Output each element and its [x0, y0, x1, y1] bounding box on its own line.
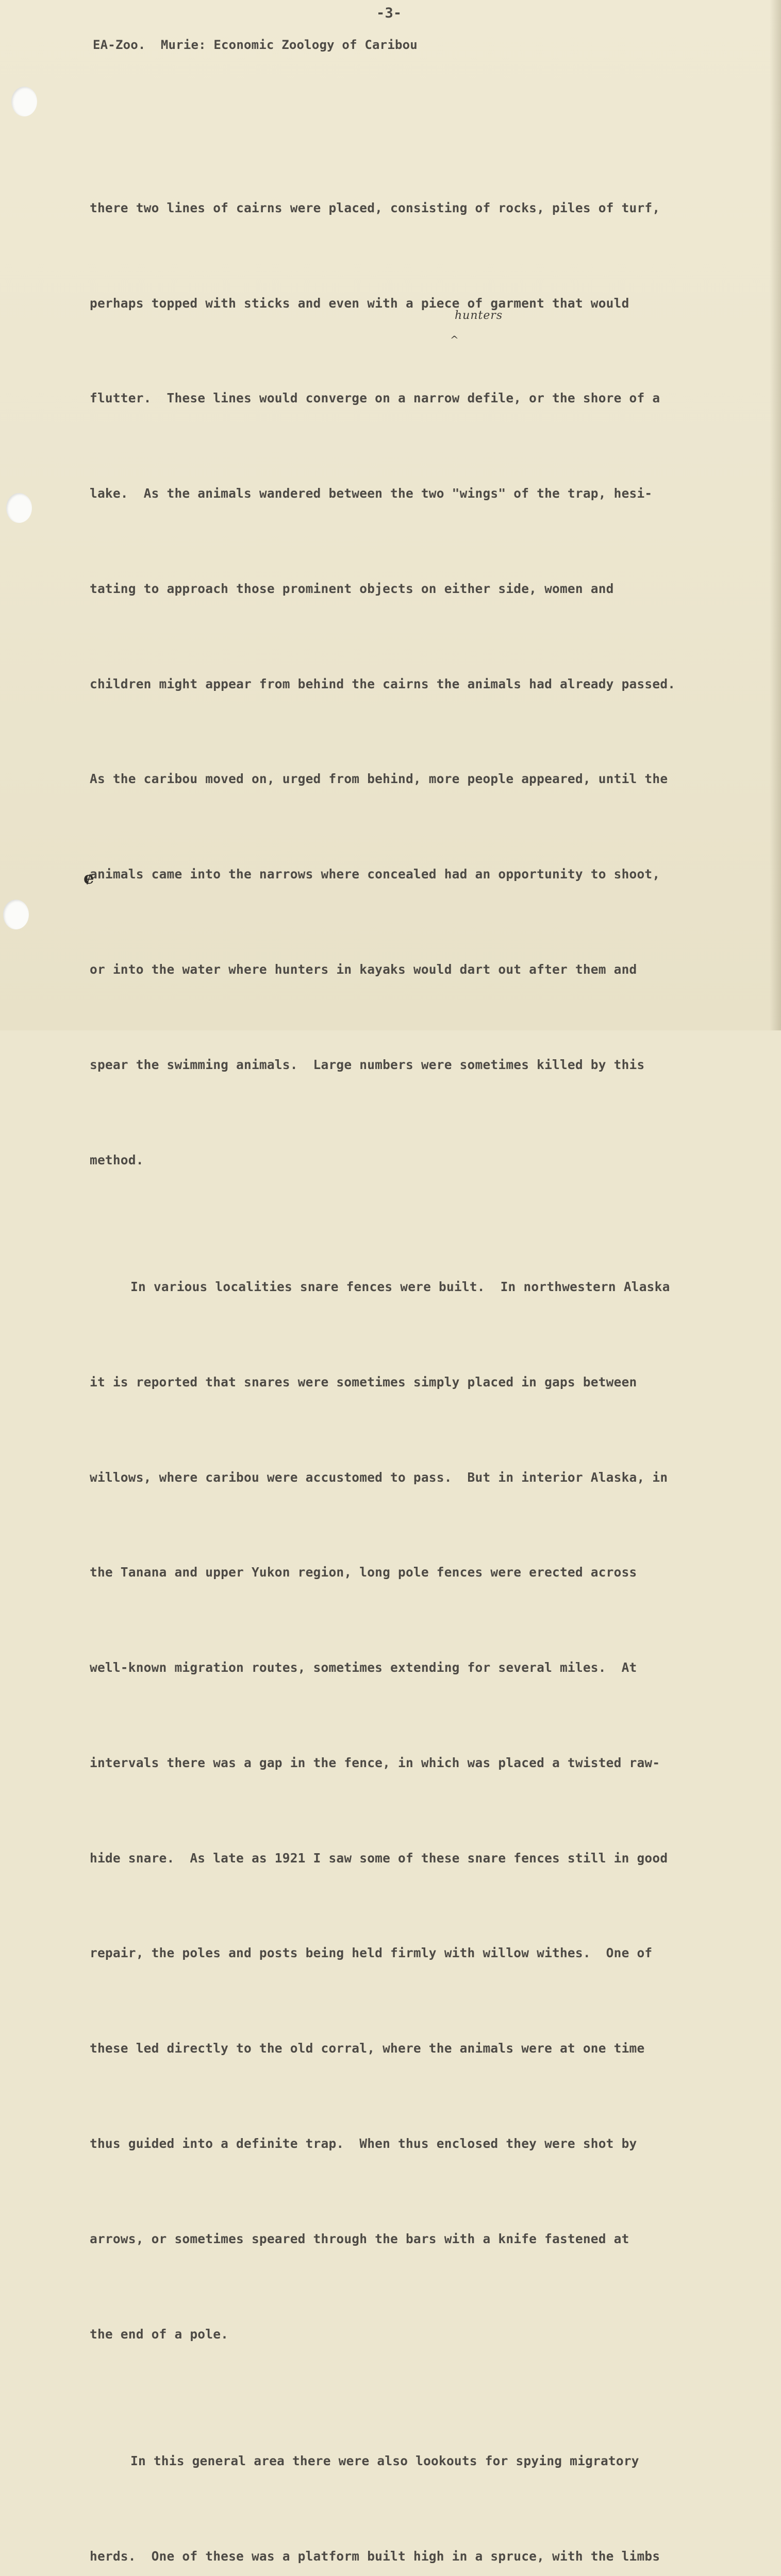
text-line: hide snare. As late as 1921 I saw some of these snare fences still in good: [90, 1850, 668, 1866]
text-line: perhaps topped with sticks and even with a piece of garment that would: [90, 295, 629, 311]
text-line: lake. As the animals wandered between the two "wings" of the trap, hesi-: [90, 486, 653, 501]
text-line: children might appear from behind the cairns the animals had already passed.: [90, 676, 676, 691]
text-line: method.: [90, 1152, 144, 1167]
text-line: repair, the poles and posts being held firmly with willow withes. One of: [90, 1945, 653, 1961]
page-number: -3-: [376, 5, 402, 21]
punch-hole-top: [11, 87, 37, 116]
running-head: EA-Zoo. Murie: Economic Zoology of Caribou: [93, 38, 418, 52]
text-line: it is reported that snares were sometimes simply placed in gaps between: [90, 1374, 637, 1389]
margin-correction-mark: ɇ: [84, 868, 94, 888]
text-line: flutter. These lines would converge on a narrow defile, or the shore of a: [90, 391, 660, 406]
text-line: well-known migration routes, sometimes extending for several miles. At: [90, 1660, 637, 1675]
text-line: In various localities snare fences were built. In northwestern Alaska: [130, 1279, 670, 1294]
text-line: intervals there was a gap in the fence, in which was placed a twisted raw-: [90, 1755, 660, 1770]
text-line: willows, where caribou were accustomed to pass. But in interior Alaska, in: [90, 1469, 668, 1485]
text-line: these led directly to the old corral, where the animals were at one time: [90, 2041, 645, 2056]
text-line: As the caribou moved on, urged from behind, more people appeared, until the: [90, 771, 668, 787]
body-text: [90, 97, 693, 2576]
punch-hole-bottom: [3, 900, 29, 929]
text-line: there two lines of cairns were placed, consisting of rocks, piles of turf,: [90, 200, 660, 215]
text-line: or into the water where hunters in kayaks would dart out after them and: [90, 962, 637, 977]
text-line: the end of a pole.: [90, 2326, 229, 2342]
handwritten-insertion: hunters: [455, 309, 503, 322]
text-line: animals came into the narrows where concealed had an opportunity to shoot,: [90, 867, 660, 882]
text-line: herds. One of these was a platform built high in a spruce, with the limbs: [90, 2548, 660, 2564]
punch-hole-middle: [6, 493, 32, 523]
text-line: arrows, or sometimes speared through the bars with a knife fastened at: [90, 2231, 629, 2246]
text-line: In this general area there were also lookouts for spying migratory: [130, 2453, 639, 2468]
insertion-caret: ^: [450, 333, 459, 346]
text-line: the Tanana and upper Yukon region, long pole fences were erected across: [90, 1565, 637, 1580]
text-line: spear the swimming animals. Large numbers were sometimes killed by this: [90, 1057, 645, 1072]
text-line: tating to approach those prominent objects on either side, women and: [90, 581, 614, 596]
text-line: thus guided into a definite trap. When thus enclosed they were shot by: [90, 2136, 637, 2151]
page-edge-shadow: [770, 0, 781, 1030]
